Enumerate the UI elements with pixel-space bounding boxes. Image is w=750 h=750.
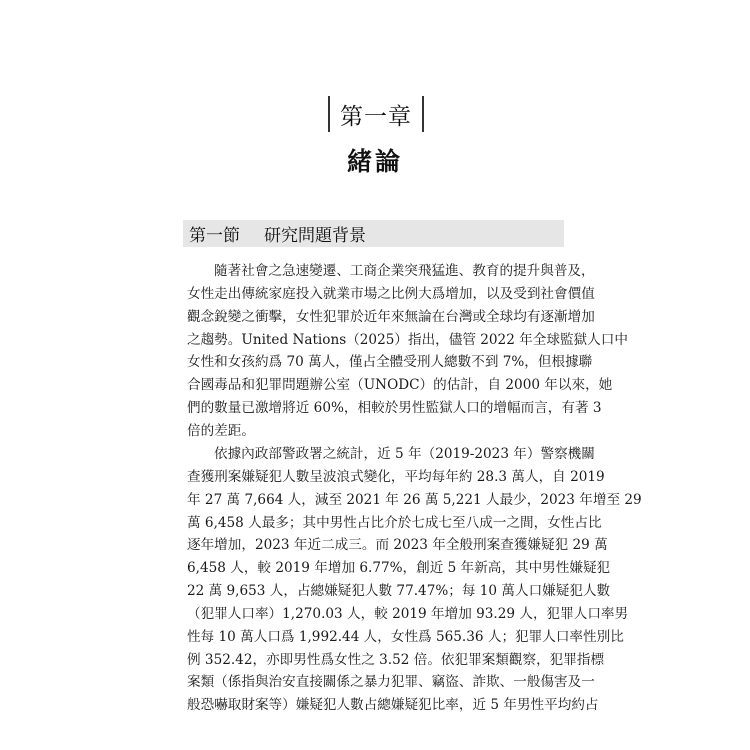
text-line: 般恐嚇取財案等）嫌疑犯人數占總嫌疑犯比率，近 5 年男性平均約占 [187, 697, 599, 714]
text-line: 6,458 人，較 2019 年增加 6.77%，創近 5 年新高，其中男性嫌疑犯 [187, 560, 611, 577]
text-line: 案類（係指與治安直接關係之暴力犯罪、竊盜、詐欺、一般傷害及一 [187, 674, 595, 691]
text-line: 性每 10 萬人口爲 1,992.44 人，女性爲 565.36 人；犯罪人口率性別比 [187, 628, 624, 645]
text-line: 們的數量已激增將近 60%，相較於男性監獄人口的增幅而言，有著 3 [187, 400, 602, 417]
text-line: 隨著社會之急速變遷、工商企業突飛猛進、教育的提升與普及， [214, 263, 595, 279]
text-line: 倍的差距。 [187, 422, 255, 439]
text-line: 合國毒品和犯罪問題辦公室（UNODC）的估計，自 2000 年以來，她 [187, 377, 613, 394]
text-line: 之趨勢。United Nations（2025）指出，儘管 2022 年全球監獄人口中 [187, 331, 628, 348]
text-line: 例 352.42，亦即男性爲女性之 3.52 倍。依犯罪案類觀察，犯罪指標 [187, 651, 605, 668]
text-line: 查獲刑案嫌疑犯人數呈波浪式變化，平均每年約 28.3 萬人，自 2019 [187, 468, 605, 485]
text-line: 依據內政部警政署之統計，近 5 年（2019-2023 年）警察機關 [214, 446, 595, 462]
paragraph-1 [187, 260, 628, 443]
paragraph-2 [187, 443, 642, 717]
text-line: （犯罪人口率）1,270.03 人，較 2019 年增加 93.29 人，犯罪人口率男 [187, 605, 629, 622]
text-line: 女性和女孩約爲 70 萬人，僅占全體受刑人總數不到 7%，但根據聯 [187, 354, 593, 371]
text-line: 萬 6,458 人最多；其中男性占比介於七成七至八成一之間，女性占比 [187, 514, 602, 531]
chapter-title: 緒論 [346, 147, 403, 176]
text-line: 逐年增加，2023 年近二成三。而 2023 年全般刑案查獲嫌疑犯 29 萬 [187, 537, 608, 554]
text-line: 年 27 萬 7,664 人，減至 2021 年 26 萬 5,221 人最少，2023 年增至 29 [187, 491, 642, 508]
section-title: 研究問題背景 [264, 226, 366, 246]
section-heading [183, 220, 564, 247]
section-number: 第一節 [189, 226, 240, 246]
chapter-label: 第一章 [328, 96, 424, 132]
text-line: 觀念銳變之衝擊，女性犯罪於近年來無論在台灣或全球均有逐漸增加 [187, 308, 595, 325]
text-line: 女性走出傳統家庭投入就業市場之比例大爲增加，以及受到社會價值 [187, 285, 595, 302]
text-line: 22 萬 9,653 人，占總嫌疑犯人數 77.47%；每 10 萬人口嫌疑犯人數 [187, 583, 611, 600]
